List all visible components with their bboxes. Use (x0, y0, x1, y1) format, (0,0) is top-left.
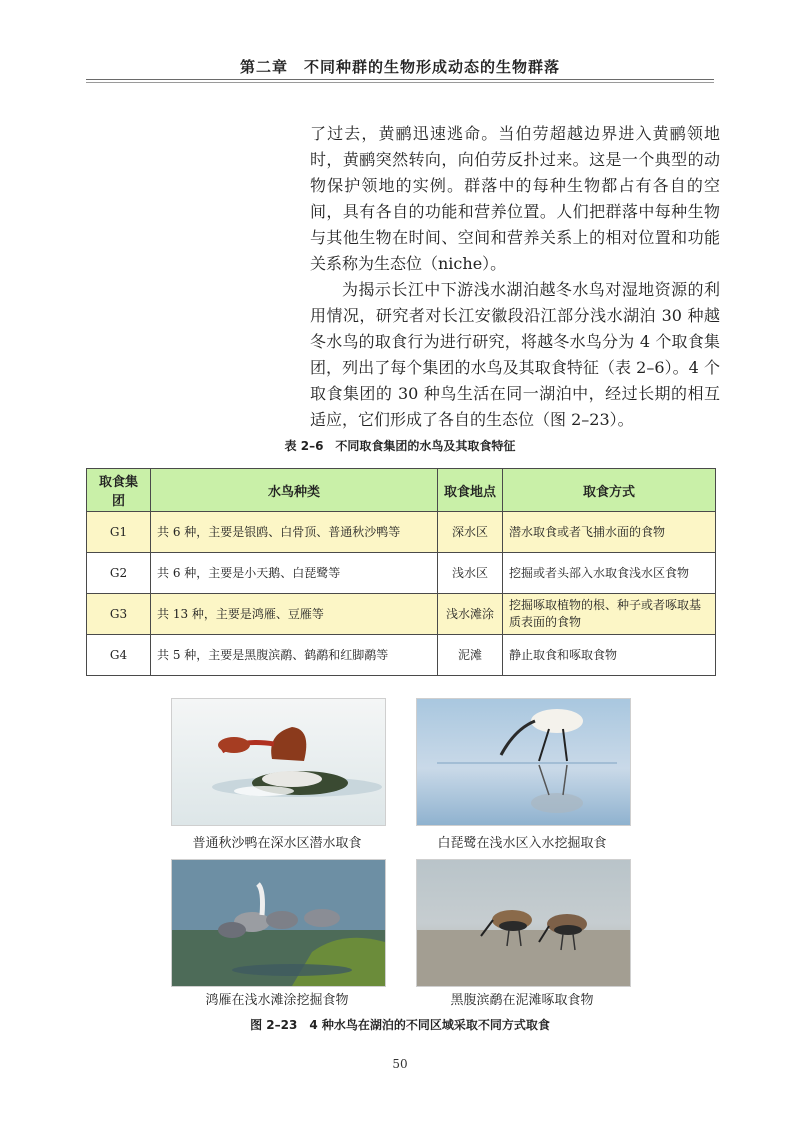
dunlin-photo (416, 859, 631, 987)
header-rule-thin (86, 82, 714, 83)
table-header-cell: 取食地点 (438, 469, 503, 512)
table-cell: 浅水区 (438, 553, 503, 594)
header-rule (86, 79, 714, 80)
table-row (87, 512, 716, 553)
photo-caption: 白琵鹭在浅水区入水挖掘取食 (437, 836, 607, 851)
photo-caption: 普通秋沙鸭在深水区潜水取食 (192, 836, 362, 851)
table-cell: G2 (87, 553, 151, 594)
table-cell: 共 13 种，主要是鸿雁、豆雁等 (151, 594, 438, 635)
table-cell: G1 (87, 512, 151, 553)
table-cell: 泥滩 (438, 635, 503, 676)
table-cell: 挖掘或者头部入水取食浅水区食物 (503, 553, 716, 594)
table-caption: 表 2–6 不同取食集团的水鸟及其取食特征 (284, 439, 516, 453)
body-text (310, 121, 720, 433)
photo-caption: 黑腹滨鹬在泥滩啄取食物 (450, 993, 594, 1008)
page-number: 50 (392, 1057, 408, 1071)
table-cell: 共 6 种，主要是小天鹅、白琵鹭等 (151, 553, 438, 594)
table-cell: 深水区 (438, 512, 503, 553)
table-cell: 共 5 种，主要是黑腹滨鹬、鹤鹬和红脚鹬等 (151, 635, 438, 676)
table-header-cell: 水鸟种类 (151, 469, 438, 512)
chapter-header: 第二章 不同种群的生物形成动态的生物群落 (239, 58, 560, 76)
dunlin-illustration (417, 860, 630, 986)
table-cell: 潜水取食或者飞捕水面的食物 (503, 512, 716, 553)
table-cell: 浅水滩涂 (438, 594, 503, 635)
table-row (87, 553, 716, 594)
table-cell: 静止取食和啄取食物 (503, 635, 716, 676)
table-cell: 共 6 种，主要是银鸥、白骨顶、普通秋沙鸭等 (151, 512, 438, 553)
table-cell: G4 (87, 635, 151, 676)
photo-caption: 鸿雁在浅水滩涂挖掘食物 (205, 993, 349, 1008)
table-cell: G3 (87, 594, 151, 635)
table-row (87, 594, 716, 635)
table-header-cell: 取食方式 (503, 469, 716, 512)
table-header-row (87, 469, 716, 512)
body-paragraph-2: 为揭示长江中下游浅水湖泊越冬水鸟对湿地资源的利用情况，研究者对长江安徽段沿江部分浅水湖泊 30 种越冬水鸟的取食行为进行研究，将越冬水鸟分为 4 个取食集团，列出了每个集团的水鸟及其取食特征（表 2–6）。4 个取食集团的 30 种鸟生活在同一湖泊中，经过长期的相互适应，它们形成了各自的生态位（图 2–23）。 (310, 280, 720, 429)
spoonbill-photo (416, 698, 631, 826)
table-header-cell: 取食集团 (87, 469, 151, 512)
table-row (87, 635, 716, 676)
table-cell: 挖掘啄取植物的根、种子或者啄取基质表面的食物 (503, 594, 716, 635)
goose-photo (171, 859, 386, 987)
figure-caption: 图 2–23 4 种水鸟在湖泊的不同区域采取不同方式取食 (250, 1018, 550, 1032)
merganser-illustration (172, 699, 385, 825)
goose-illustration (172, 860, 385, 986)
spoonbill-illustration (417, 699, 630, 825)
feeding-guild-table (86, 468, 716, 676)
body-paragraph-1: 了过去，黄鹂迅速逃命。当伯劳超越边界进入黄鹂领地时，黄鹂突然转向，向伯劳反扑过来。这是一个典型的动物保护领地的实例。群落中的每种生物都占有各自的空间，具有各自的功能和营养位置。人们把群落中每种生物与其他生物在时间、空间和营养关系上的相对位置和功能关系称为生态位（niche）。 (310, 124, 720, 273)
merganser-photo (171, 698, 386, 826)
